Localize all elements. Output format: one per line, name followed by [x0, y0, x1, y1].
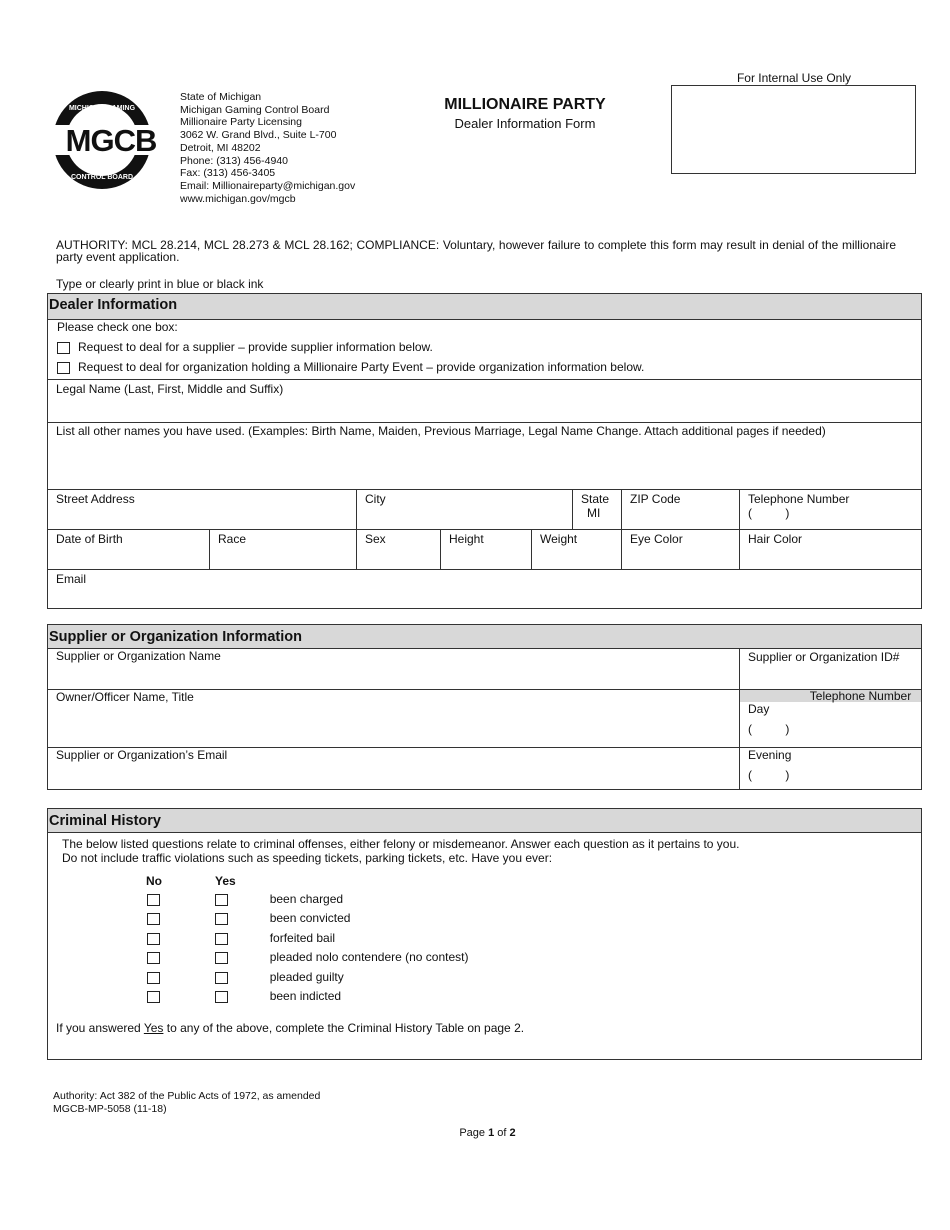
yes-checkbox[interactable] [215, 933, 228, 945]
yes-column-header: Yes [215, 874, 236, 888]
form-number: MGCB-MP-5058 (11-18) [53, 1102, 167, 1115]
address-row [48, 490, 921, 530]
email-row [48, 570, 921, 608]
criminal-history-note [56, 1021, 524, 1035]
agency-line: www.michigan.gov/mgcb [180, 192, 296, 205]
height-field[interactable] [440, 530, 531, 569]
checkbox[interactable] [57, 362, 70, 374]
form-subtitle: Dealer Information Form [454, 116, 596, 131]
note-text: to any of the above, complete the Criminal History Table on page 2. [163, 1021, 525, 1035]
state-value: MI [587, 506, 601, 520]
zip-field[interactable] [621, 490, 739, 529]
agency-line: Email: Millionaireparty@michigan.gov [180, 179, 356, 192]
owner-row [48, 690, 921, 748]
section-heading: Criminal History [48, 809, 921, 833]
question-label: been charged [269, 892, 344, 906]
logo-ring-top: MICHIGAN GAMING [68, 105, 136, 112]
field-label: Supplier or Organization Name [56, 649, 221, 663]
race-field[interactable] [209, 530, 356, 569]
legal-name-field[interactable] [48, 380, 921, 422]
day-phone-field[interactable] [739, 690, 921, 747]
supplier-email-field[interactable] [48, 748, 739, 790]
physical-description-row [48, 530, 921, 570]
mgcb-logo [52, 90, 170, 190]
question-row [147, 989, 341, 1003]
evening-phone-field[interactable] [739, 748, 921, 790]
intro-line: Do not include traffic violations such as speeding tickets, parking tickets, etc. Have you ever: [62, 851, 553, 865]
field-label: List all other names you have used. (Examples: Birth Name, Maiden, Previous Marriage, Legal Name Change. Attach additional pages if needed) [56, 424, 826, 438]
field-label: Hair Color [748, 532, 803, 546]
no-checkbox[interactable] [147, 913, 160, 925]
telephone-number-header: Telephone Number [740, 690, 921, 702]
note-text: If you answered [56, 1021, 144, 1035]
option-label: Request to deal for a supplier – provide supplier information below. [78, 340, 433, 354]
supplier-id-field[interactable] [739, 649, 921, 689]
no-checkbox[interactable] [147, 991, 160, 1003]
field-label: Owner/Officer Name, Title [56, 690, 194, 704]
dob-field[interactable] [48, 530, 209, 569]
agency-line: Detroit, MI 48202 [180, 141, 261, 154]
agency-line: Phone: (313) 456-4940 [180, 154, 288, 167]
supplier-name-row [48, 649, 921, 690]
option-label: Request to deal for organization holding a Millionaire Party Event – provide organization information below. [78, 360, 645, 374]
yes-checkbox[interactable] [215, 952, 228, 964]
yes-checkbox[interactable] [215, 894, 228, 906]
agency-line: State of Michigan [180, 91, 262, 103]
field-label: Date of Birth [56, 532, 123, 546]
field-label: Street Address [56, 492, 135, 506]
internal-use-label: For Internal Use Only [736, 71, 852, 85]
criminal-history-body [48, 833, 921, 1059]
phone-parens: ( ) [748, 506, 790, 520]
city-field[interactable] [356, 490, 572, 529]
hair-color-field[interactable] [739, 530, 921, 569]
question-row [147, 950, 469, 964]
question-row [147, 892, 343, 906]
field-label: Height [449, 532, 484, 546]
no-checkbox[interactable] [147, 933, 160, 945]
field-label: Supplier or Organization’s Email [56, 748, 228, 762]
no-column-header: No [146, 874, 162, 888]
agency-address-block [180, 91, 355, 205]
field-label: Email [56, 572, 87, 586]
page-total: 2 [509, 1127, 516, 1139]
check-prompt: Please check one box: [57, 320, 178, 334]
agency-line: Fax: (313) 456-3405 [180, 167, 276, 180]
no-checkbox[interactable] [147, 952, 160, 964]
email-field[interactable] [48, 570, 921, 608]
weight-field[interactable] [531, 530, 621, 569]
field-label: Legal Name (Last, First, Middle and Suffix) [56, 382, 284, 396]
field-label: Sex [365, 532, 386, 546]
agency-line: Michigan Gaming Control Board [180, 103, 330, 116]
form-title-block [425, 96, 625, 131]
question-label: pleaded nolo contendere (no contest) [269, 950, 469, 964]
page-text: of [494, 1127, 510, 1139]
note-yes: Yes [143, 1021, 164, 1035]
yes-checkbox[interactable] [215, 972, 228, 984]
form-title: MILLIONAIRE PARTY [444, 96, 606, 113]
authority-statement: AUTHORITY: MCL 28.214, MCL 28.273 & MCL 28.162; COMPLIANCE: Voluntary, however failure to complete this form may result in denial of the millionaire party event application. [56, 238, 896, 264]
logo-text: MGCB [65, 123, 157, 158]
other-names-field[interactable] [48, 423, 921, 489]
internal-use-box [671, 85, 916, 174]
page-footer [53, 1090, 320, 1115]
field-label: Supplier or Organization ID# [748, 650, 900, 664]
field-label: Telephone Number [748, 492, 850, 506]
field-label: Eye Color [630, 532, 683, 546]
ink-instructions: Type or clearly print in blue or black ink [56, 277, 264, 291]
question-row [147, 931, 335, 945]
other-names-row [48, 423, 921, 490]
page-text: Page [459, 1127, 489, 1139]
supplier-organization-section [47, 624, 922, 790]
agency-line: 3062 W. Grand Blvd., Suite L-700 [180, 129, 337, 142]
phone-parens: ( ) [748, 768, 790, 782]
sex-field[interactable] [356, 530, 440, 569]
question-row [147, 970, 344, 984]
no-checkbox[interactable] [147, 972, 160, 984]
question-label: forfeited bail [269, 931, 336, 945]
eye-color-field[interactable] [621, 530, 739, 569]
option-organization[interactable] [57, 360, 644, 374]
field-label: Race [218, 532, 247, 546]
field-label: ZIP Code [630, 492, 681, 506]
field-label: Evening [748, 748, 792, 762]
page-number [0, 1127, 950, 1139]
street-address-field[interactable] [48, 490, 356, 529]
field-label: Weight [540, 532, 578, 546]
question-label: pleaded guilty [269, 970, 344, 984]
telephone-field[interactable] [739, 490, 921, 529]
legal-name-row [48, 380, 921, 423]
field-label: State [581, 492, 610, 506]
question-label: been convicted [269, 911, 351, 925]
question-row [147, 911, 350, 925]
option-supplier[interactable] [57, 340, 433, 354]
no-checkbox[interactable] [147, 894, 160, 906]
state-field[interactable] [572, 490, 621, 529]
page-current: 1 [488, 1127, 495, 1139]
field-label: City [365, 492, 386, 506]
question-label: been indicted [269, 989, 342, 1003]
field-label: Day [748, 702, 770, 716]
dealer-information-section [47, 293, 922, 609]
criminal-history-section [47, 808, 922, 1060]
supplier-name-field[interactable] [48, 649, 739, 689]
section-heading: Supplier or Organization Information [48, 625, 921, 649]
agency-line: Millionaire Party Licensing [180, 116, 302, 129]
yes-checkbox[interactable] [215, 991, 228, 1003]
intro-line: The below listed questions relate to criminal offenses, either felony or misdemeanor. Answer each question as it pertains to you. [62, 837, 740, 851]
section-heading: Dealer Information [48, 294, 921, 320]
yes-checkbox[interactable] [215, 913, 228, 925]
phone-parens: ( ) [748, 722, 790, 736]
logo-ring-bottom: CONTROL BOARD [70, 174, 134, 181]
owner-name-field[interactable] [48, 690, 739, 747]
footer-authority: Authority: Act 382 of the Public Acts of 1972, as amended [53, 1090, 321, 1102]
supplier-email-row [48, 748, 921, 790]
checkbox[interactable] [57, 342, 70, 354]
check-box-row [48, 320, 921, 380]
